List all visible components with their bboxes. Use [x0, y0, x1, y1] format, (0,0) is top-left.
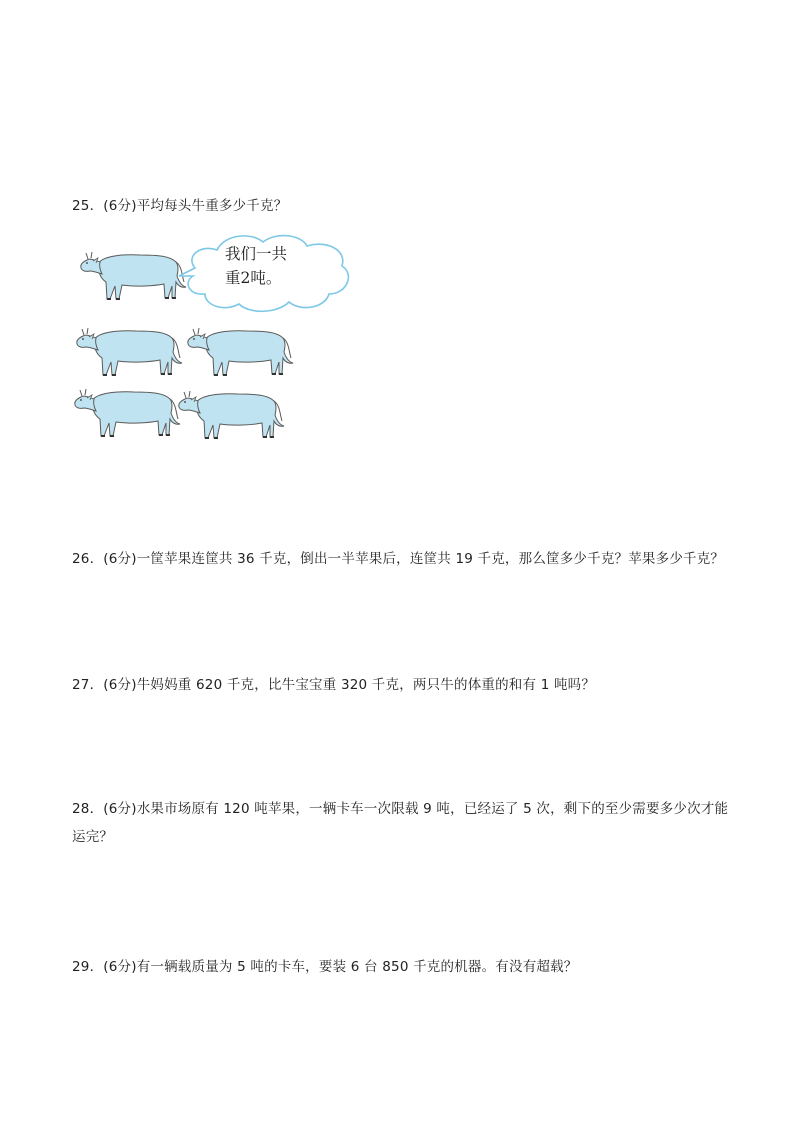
question-26 — [72, 545, 724, 573]
question-25 — [72, 192, 287, 220]
cow-illustration — [72, 379, 182, 441]
speech-bubble — [177, 232, 353, 318]
question-number: 25． — [72, 198, 104, 214]
speech-line-2: 重2吨。 — [225, 269, 282, 287]
cow-illustration — [176, 381, 286, 443]
cow-illustration — [78, 242, 188, 304]
question-text: (6分)牛妈妈重 620 千克，比牛宝宝重 320 千克，两只牛的体重的和有 1 吨吗？ — [103, 677, 596, 693]
question-text: (6分)一筐苹果连筐共 36 千克，倒出一半苹果后，连筐共 19 千克，那么筐多少千克？苹果多少千克？ — [103, 551, 725, 567]
question-text: (6分)水果市场原有 120 吨苹果，一辆卡车一次限载 9 吨，已经运了 5 次，剩下的至少需要多少次才能运完？ — [72, 801, 729, 845]
question-28 — [72, 795, 732, 851]
cow-illustration — [74, 318, 184, 380]
question-27 — [72, 671, 595, 699]
question-number: 28． — [72, 801, 104, 817]
question-text: (6分)有一辆载质量为 5 吨的卡车，要装 6 台 850 千克的机器。有没有超载？ — [103, 959, 578, 975]
question-29 — [72, 953, 578, 981]
speech-line-1: 我们一共 — [225, 245, 288, 263]
question-number: 26． — [72, 551, 104, 567]
cows-illustration — [72, 232, 352, 447]
question-number: 27． — [72, 677, 104, 693]
question-number: 29． — [72, 959, 104, 975]
cow-illustration — [185, 318, 295, 380]
question-text: (6分)平均每头牛重多少千克？ — [103, 198, 288, 214]
